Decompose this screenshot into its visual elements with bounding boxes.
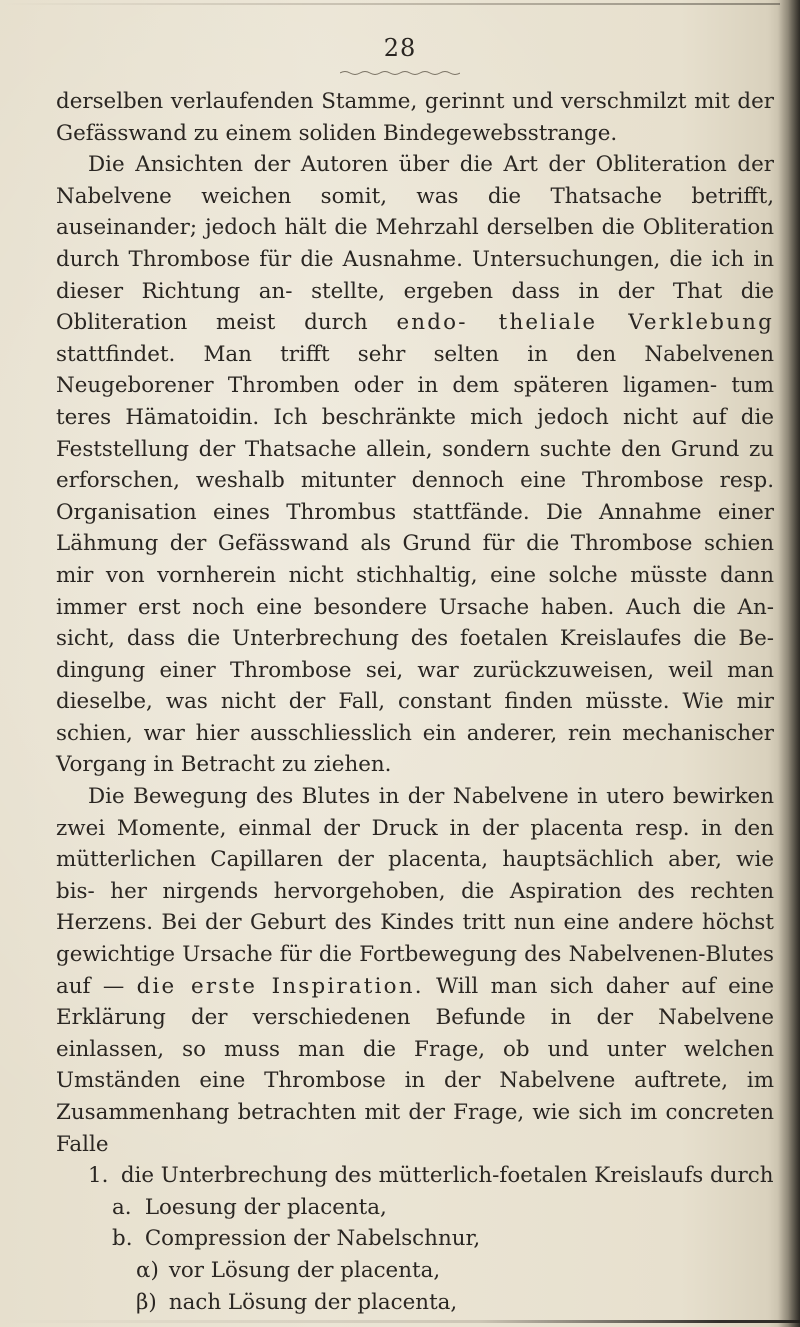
list-item: [56, 1160, 774, 1192]
list-marker: α): [136, 1257, 159, 1283]
paragraph-p3: [56, 781, 774, 1160]
paragraph-text: Will man sich daher auf eine Erklärung der verschiedenen Befunde in der Nabelvene einlassen, so muss man die Frage, ob und unter welchen Umständen eine Thrombose in der Nabelvene auftrete, im Zusammenhang betrachten mit der Frage, wie sich im concreten Falle: [56, 973, 775, 1157]
paragraph-text: stattfindet. Man trifft sehr selten in den Nabelvenen Neugeborener Thromben oder in dem späteren ligamen- tum teres Hämatoidin. Ich beschränkte mich jedoch nicht auf die Feststellung der Thatsache allein, sondern suchte den Grund zu erforschen, weshalb mitunter dennoch eine Thrombose resp. Organisation eines Thrombus stattfände. Die Annahme einer Lähmung der Gefässwand als Grund für die Thrombose schien mir von vornherein nicht stichhaltig, eine solche müsste dann immer erst noch eine besondere Ursache haben. Auch die An- sicht, dass die Unterbrechung des foetalen Kreislaufes die Be- dingung einer Thrombose sei, war zurückzuweisen, weil man dieselbe, was nicht der Fall, constant finden müsste. Wie mir schien, war hier ausschliesslich ein anderer, rein mechanischer Vorgang in Betracht zu ziehen.: [56, 341, 774, 778]
paragraph-text: Die Bewegung des Blutes in der Nabelvene in utero bewirken zwei Momente, einmal der Druck in der placenta resp. in den mütterlichen Capillaren der placenta, hauptsächlich aber, wie bis- her nirgends hervorgehoben, die Aspiration des rechten Herzens. Bei der Geburt des Kindes tritt nun eine andere höchst gewichtige Ursache für die Fortbewegung des Nabelvenen-Blutes auf —: [56, 784, 774, 999]
list-item-text: Compression der Nabelschnur,: [144, 1226, 481, 1252]
bottom-edge-line: [0, 1320, 800, 1323]
body-text: [56, 86, 774, 1318]
list-item-text: die Unterbrechung des mütterlich-foetalen Kreislaufs durch: [120, 1163, 774, 1189]
emphasized-text: die erste Inspiration.: [136, 973, 424, 999]
enumerated-list: [56, 1160, 774, 1318]
list-item-text: Loesung der placenta,: [144, 1194, 387, 1220]
binding-shadow: [778, 0, 800, 1327]
header-ornament-icon: [340, 70, 460, 76]
emphasized-text: endo- theliale Verklebung: [396, 310, 774, 336]
top-edge-line: [0, 3, 780, 5]
paragraph-text: Die Ansichten der Autoren über die Art der Obliteration der Nabelvene weichen somit, was die Thatsache betrifft, auseinander; jedoch hält die Mehrzahl derselben die Obliteration durch Thrombose für die Ausnahme. Untersuchungen, die ich in dieser Richtung an- stellte, ergeben dass in der That die Obliteration meist durch: [56, 152, 774, 336]
list-marker: 1.: [88, 1163, 109, 1189]
list-item-text: vor Lösung der placenta,: [168, 1257, 441, 1283]
paragraph-p2: [56, 149, 774, 781]
list-marker: β): [136, 1289, 157, 1315]
list-item: [56, 1192, 774, 1224]
list-item-text: nach Lösung der placenta,: [168, 1289, 458, 1315]
list-item: [56, 1287, 774, 1319]
list-marker: a.: [112, 1194, 132, 1220]
list-marker: b.: [112, 1226, 133, 1252]
paragraph-container: [56, 86, 774, 1160]
page-number: 28: [383, 34, 417, 62]
list-item: [56, 1255, 774, 1287]
paragraph-p1: [56, 86, 774, 149]
paragraph-text: derselben verlaufenden Stamme, gerinnt und verschmilzt mit der Gefässwand zu einem soliden Bindegewebsstrange.: [56, 89, 774, 146]
list-item: [56, 1223, 774, 1255]
